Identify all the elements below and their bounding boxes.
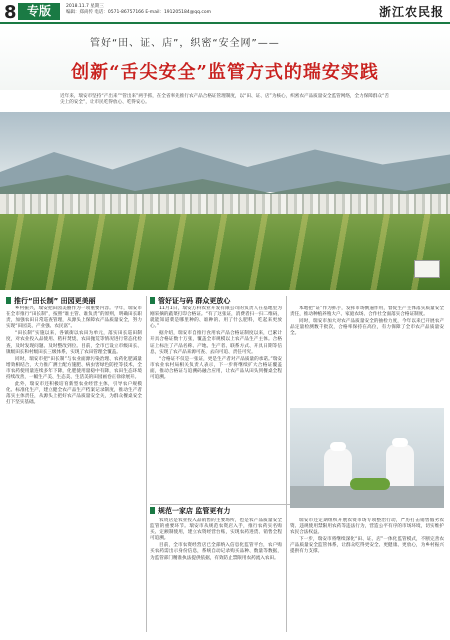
photo-vegetables [350, 478, 390, 490]
lede-paragraph: 近年来，瑞安市坚持“产出来”“管出来”两手抓，在全省率先推行农产品合格证管理制度，以“田、证、店”为核心，织密农产品质量安全监管网络，全力保障群众“舌尖上的安全”，让市民吃得放心、吃得安心。 [60, 94, 390, 105]
section-tag: 专版 [18, 3, 60, 20]
paragraph: 农资店是农业投入品销售的主要场所，也是农产品质量安全监管的重要环节。瑞安市从规范农资店入手，推行农药实名购买、定额制使用，建立农资经营台账，实现农药进货、销售全程可追溯。 [150, 518, 282, 542]
paragraph: 下一步，瑞安市将继续深化“田、证、店”一体化监管模式，不断完善农产品质量安全监管体系，让群众吃得更安全、更健康、更放心，为乡村振兴提供有力支撑。 [290, 537, 444, 555]
header-contact: 编辑：郑尚传 电话：0571-86757166 E-mail：191205184@qq.com [66, 10, 211, 15]
page-number: 8 [4, 2, 17, 23]
article-column-3-lower [290, 518, 444, 632]
paragraph: 瑞安市还定期组织开展农资市场专项整治行动，严厉打击销售假劣农资、违规使用禁限用农药等违法行为，营造公平有序的市场环境，切实维护农民合法权益。 [290, 518, 444, 536]
article-column-3 [290, 306, 444, 404]
photo-town [0, 194, 450, 216]
paragraph: 乡村振兴，瑞安把田园美丽作为一项重要内容。今年，瑞安市在全市推行“田长制”，按照“谁主管、谁负责”的原则，明确田长职责，加强农田日常巡查管理，从源头上保障农产品质量安全，努力实现“田园美、产业强、农民富”。 [6, 306, 142, 330]
column-divider [286, 296, 287, 632]
paragraph: 同时，瑞安市加大对农产品质量安全的抽检力度，今年以来已开展农产品定量检测数千批次，合格率保持在高位，有力保障了全市农产品质量安全。 [290, 319, 444, 337]
inspection-photo [290, 408, 444, 508]
paragraph: “田长制”实施以来，各镇街以农田为单元，落实田长巡田制度，对农业投入品使用、秸秆焚烧、农田抛荒等情况进行常态化检查，及时发现问题、及时整改到位。目前，全市已设立市级田长、镇级田长和村级田长三级体系，实现了农田管理全覆盖。 [6, 331, 142, 355]
section-head-store: 规范一家店 监管更有力 [150, 506, 230, 516]
photo-fields [0, 214, 450, 290]
paragraph: 目前，全市农资经营店已全部纳入信息化监管平台，农户购买农药需出示身份信息，系统自动记录购买品种、数量等数据，为监管部门精准执法提供依据，有效防止禁限用农药流入农田。 [150, 543, 282, 561]
photo-person-cap [330, 442, 346, 451]
masthead-logo: 浙江农民报 [378, 5, 444, 19]
photo-person-cap [392, 438, 408, 447]
photo-greenhouse [414, 260, 440, 278]
paragraph: 此外，瑞安市还积极培育新型农业经营主体，引导农户规模化、标准化生产，建立健全农产品生产档案记录制度，推动生产者落实主体责任，从源头上把好农产品质量安全关，为群众餐桌安全打下坚实基础。 [6, 382, 142, 406]
main-headline: 创新“舌尖安全”监管方式的瑞安实践 [71, 62, 379, 83]
paragraph: 同时，瑞安市把“田长制”与农业面源污染治理、农药化肥减量增效相结合，大力推广测土配方施肥、病虫害绿色防控等技术，全市农药使用量连续多年下降，化肥使用量稳中有降，农田生态环境持续改善，一幅生产美、生态美、生活美的田园画卷正徐徐展开。 [6, 356, 142, 381]
column-divider [146, 296, 147, 632]
section-head-tianzhang: 推行“田长制” 田园更美丽 [6, 296, 96, 306]
section-head-certificate: 管好证与码 群众更放心 [150, 296, 230, 306]
paragraph: 本地把“证”作为抓手，发挥市场倒逼作用，督促生产主体落实质量安全责任，推动种植养殖大户、家庭农场、合作社全面落实合格证制度。 [290, 306, 444, 318]
header-meta [66, 4, 266, 16]
photo-person [386, 444, 414, 490]
paragraph: “合格证不仅是一张证，更是生产者对产品质量的承诺。”瑞安市农业农村局相关负责人表示，下一步将继续扩大合格证覆盖面，推动合格证与追溯码融合应用，让农产品从田头到餐桌全程可追溯。 [150, 356, 282, 381]
landscape-photo [0, 112, 450, 290]
paragraph: 11月1日，瑞安万科农业开发有限公司的负责人在基地里为刚采摘的蔬菜打印合格证。“有了这张证，消费者扫一扫二维码，就能知道菜是哪里种的、谁种的、用了什么肥料，吃起来更放心。” [150, 306, 282, 330]
article-column-2-lower [150, 518, 282, 632]
article-column-1 [6, 306, 142, 632]
page-header [0, 0, 450, 24]
header-date: 2018.11.7 星期三 [66, 4, 104, 9]
paragraph: 据介绍，瑞安市自推行食用农产品合格证制度以来，已累计开具合格证数十万张，覆盖全市规模以上农产品生产主体。合格证上标注了产品名称、产地、生产者、联系方式、开具日期等信息，实现了农产品来源可查、去向可追、责任可究。 [150, 331, 282, 355]
sub-headline: 管好“田、证、店”，织密“安全网”—— [90, 38, 280, 49]
article-column-2 [150, 306, 282, 504]
